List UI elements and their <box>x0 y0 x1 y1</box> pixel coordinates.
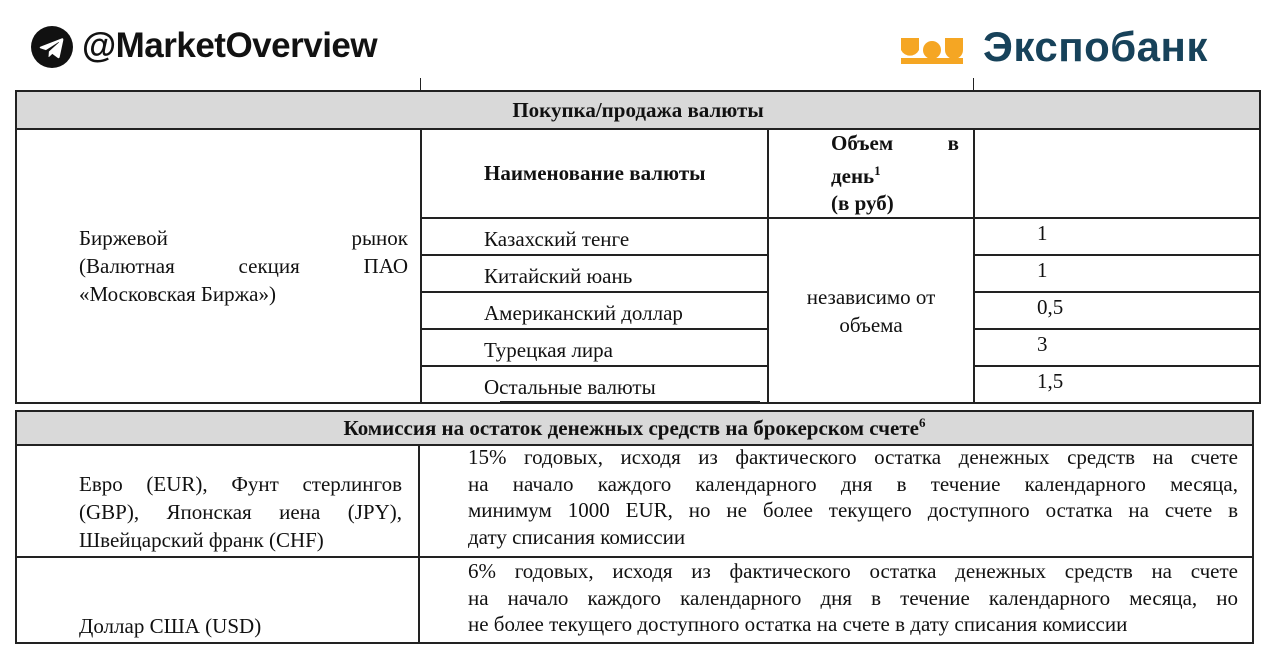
column-header-rate <box>974 129 1260 218</box>
footnote-marker: 6 <box>918 415 926 430</box>
telegram-icon <box>31 26 73 68</box>
currency-name: Остальные валюты <box>421 366 768 403</box>
currency-exchange-table <box>15 90 1261 404</box>
fee-line: дату списания комиссии <box>468 524 686 549</box>
rate-value: 1 <box>974 218 1260 255</box>
fee-line: не более текущего доступного остатка на счете в дату списания комиссии <box>468 612 1128 636</box>
market-line: (Валютная секция ПАО <box>79 254 408 278</box>
table2-title-text: Комиссия на остаток денежных средств на брокерском счете <box>343 416 919 440</box>
expobank-dots-logo-icon <box>897 28 967 68</box>
fee-line: 6% годовых, исходя из фактического остатка денежных средств на счете <box>468 559 1238 583</box>
currency-group-line: Евро (EUR), Фунт стерлингов <box>79 472 402 496</box>
table1-title: Покупка/продажа валюты <box>16 91 1260 129</box>
column-header-volume <box>768 129 974 218</box>
document-fragment-line <box>420 78 421 90</box>
currency-group-line: Швейцарский франк (CHF) <box>79 528 324 552</box>
document-fragment-line <box>973 78 974 90</box>
fee-description-cell <box>419 445 1253 557</box>
channel-handle[interactable]: @MarketOverview <box>82 26 378 65</box>
currency-name: Китайский юань <box>421 255 768 292</box>
table-row <box>16 557 1253 643</box>
volume-header-day: день <box>831 164 875 188</box>
volume-line1: независимо от <box>806 284 936 309</box>
fee-line: на начало каждого календарного дня в течение календарного месяца, <box>468 471 1238 496</box>
table2-title <box>16 411 1253 445</box>
currency-name: Казахский тенге <box>421 218 768 255</box>
table-row <box>16 445 1253 557</box>
volume-cell <box>768 218 974 403</box>
rate-value: 1,5 <box>974 366 1260 403</box>
volume-line2: объема <box>839 312 903 337</box>
volume-header-line3: (в руб) <box>831 191 894 215</box>
fee-description-cell <box>419 557 1253 643</box>
currency-group-cell <box>16 557 419 643</box>
currency-group-line: (GBP), Японская иена (JPY), <box>79 500 402 524</box>
currency-group-line: Доллар США (USD) <box>79 614 262 638</box>
rate-value: 3 <box>974 329 1260 366</box>
fee-line: минимум 1000 EUR, но не более текущего доступного остатка на счете в <box>468 498 1238 522</box>
column-header-currency-name: Наименование валюты <box>421 129 768 218</box>
volume-header-line1: Объем в <box>831 131 959 155</box>
market-line: «Московская Биржа») <box>79 282 276 306</box>
market-name-cell <box>16 129 421 403</box>
currency-group-cell <box>16 445 419 557</box>
volume-header-line2 <box>831 157 959 190</box>
rate-value: 1 <box>974 255 1260 292</box>
currency-name: Американский доллар <box>421 292 768 329</box>
rate-value: 0,5 <box>974 292 1260 329</box>
fee-line: на начало каждого календарного дня в течение календарного месяца, но <box>468 585 1238 610</box>
cash-balance-fee-table <box>15 410 1254 644</box>
brand-name: Экспобанк <box>983 23 1208 70</box>
header <box>0 0 1280 90</box>
market-line: Биржевой рынок <box>79 226 408 250</box>
fee-line: 15% годовых, исходя из фактического остатка денежных средств на счете <box>468 445 1238 469</box>
currency-name: Турецкая лира <box>421 329 768 366</box>
footnote-marker: 1 <box>874 163 881 178</box>
